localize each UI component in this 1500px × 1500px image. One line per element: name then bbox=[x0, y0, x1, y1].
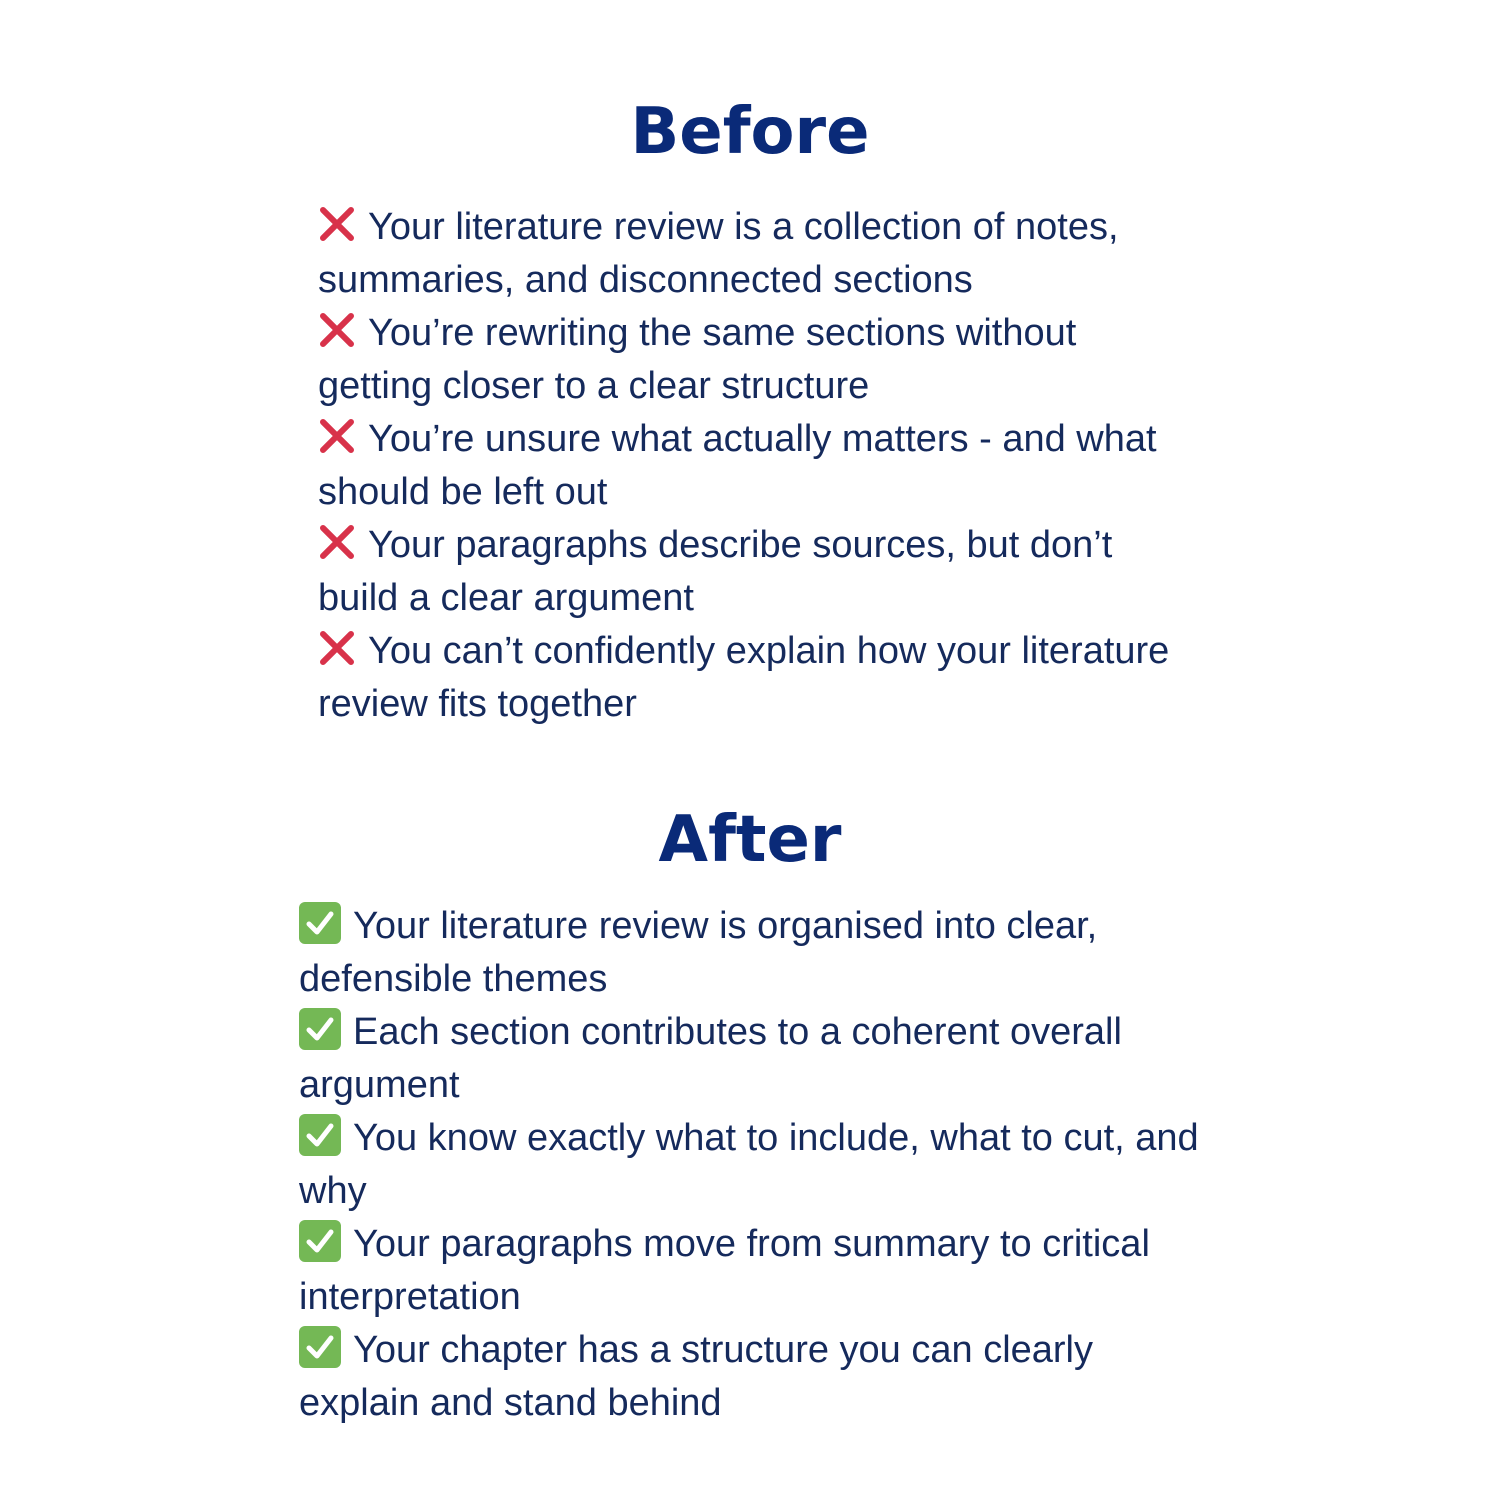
after-heading: After bbox=[658, 803, 842, 877]
check-mark-icon bbox=[299, 1114, 341, 1156]
check-mark-icon bbox=[299, 902, 341, 944]
before-list-item bbox=[318, 307, 1198, 413]
after-list-item bbox=[299, 1324, 1199, 1430]
before-list bbox=[318, 201, 1198, 731]
after-list-item bbox=[299, 900, 1199, 1006]
cross-mark-icon bbox=[318, 629, 356, 667]
cross-mark-icon bbox=[318, 523, 356, 561]
before-heading: Before bbox=[630, 95, 870, 169]
before-item-text: Your literature review is a collection of notes, summaries, and disconnected sections bbox=[318, 206, 1119, 301]
before-item-text: Your paragraphs describe sources, but don’t build a clear argument bbox=[318, 524, 1113, 619]
after-list-item bbox=[299, 1112, 1199, 1218]
after-item-text: You know exactly what to include, what to cut, and why bbox=[299, 1117, 1199, 1212]
cross-mark-icon bbox=[318, 311, 356, 349]
after-list-item bbox=[299, 1006, 1199, 1112]
cross-mark-icon bbox=[318, 417, 356, 455]
check-mark-icon bbox=[299, 1220, 341, 1262]
before-list-item bbox=[318, 625, 1198, 731]
check-mark-icon bbox=[299, 1326, 341, 1368]
before-item-text: You’re unsure what actually matters - and what should be left out bbox=[318, 418, 1157, 513]
before-item-text: You can’t confidently explain how your literature review fits together bbox=[318, 630, 1170, 725]
check-mark-icon bbox=[299, 1008, 341, 1050]
after-item-text: Your chapter has a structure you can clearly explain and stand behind bbox=[299, 1329, 1093, 1424]
before-list-item bbox=[318, 519, 1198, 625]
after-list-item bbox=[299, 1218, 1199, 1324]
before-item-text: You’re rewriting the same sections without getting closer to a clear structure bbox=[318, 312, 1077, 407]
after-item-text: Your literature review is organised into clear, defensible themes bbox=[299, 905, 1098, 1000]
after-list bbox=[299, 900, 1199, 1430]
before-list-item bbox=[318, 413, 1198, 519]
before-list-item bbox=[318, 201, 1198, 307]
cross-mark-icon bbox=[318, 205, 356, 243]
after-item-text: Each section contributes to a coherent overall argument bbox=[299, 1011, 1122, 1106]
after-item-text: Your paragraphs move from summary to critical interpretation bbox=[299, 1223, 1150, 1318]
